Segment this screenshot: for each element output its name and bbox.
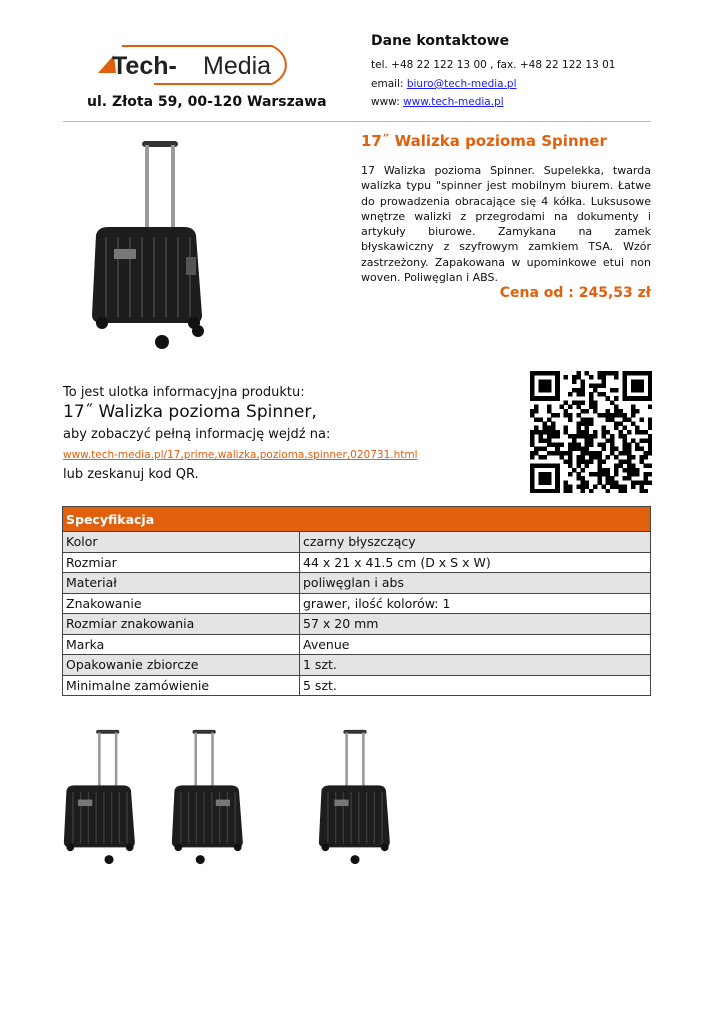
contact-title: Dane kontaktowe — [371, 33, 510, 49]
suitcase-thumbnail — [60, 727, 140, 867]
www-line — [371, 96, 504, 108]
email-label: email: — [371, 78, 407, 90]
flyer-intro: To jest ulotka informacyjna produktu: — [63, 385, 305, 400]
spec-key: Rozmiar — [63, 552, 300, 573]
spec-key: Rozmiar znakowania — [63, 614, 300, 635]
email-link[interactable]: biuro@tech-media.pl — [406, 78, 517, 90]
suitcase-thumbnail — [168, 727, 248, 867]
spec-value: 44 x 21 x 41.5 cm (D x S x W) — [300, 552, 651, 573]
product-description: 17 Walizka pozioma Spinner. Supelekka, twarda walizka typu "spinner jest mobilnym biurem. Łatwe do prowadzenia obracające się 4 kółka. Luksusowe wnętrze walizki z przegrodami na dokumenty i artykuły biurowe. Zamykana na zamek błyskawiczny z szyfrowym zamkiem TSA. Wzór zastrzeżony. Zapakowana w upominkowe etui non woven. Poliwęglan i ABS. — [361, 164, 651, 285]
table-row — [63, 634, 651, 655]
tech-media-logo — [94, 40, 319, 90]
spec-key: Minimalne zamówienie — [63, 675, 300, 696]
table-row — [63, 532, 651, 553]
logo-text-tech: Tech- — [112, 52, 177, 80]
table-row — [63, 552, 651, 573]
suitcase-thumbnail — [315, 727, 395, 867]
www-label: www: — [371, 96, 404, 108]
product-title: 17˝ Walizka pozioma Spinner — [361, 132, 607, 150]
spec-table — [62, 506, 651, 696]
product-url-link[interactable]: www.tech-media.pl/17,prime,walizka,pozioma,spinner,020731.html — [63, 449, 418, 461]
spec-title: Specyfikacja — [63, 507, 651, 532]
table-row — [63, 675, 651, 696]
table-row — [63, 614, 651, 635]
spec-key: Materiał — [63, 573, 300, 594]
suitcase-image — [86, 137, 210, 353]
spec-key: Marka — [63, 634, 300, 655]
company-address: ul. Złota 59, 00-120 Warszawa — [87, 94, 327, 110]
spec-value: Avenue — [300, 634, 651, 655]
spec-key: Opakowanie zbiorcze — [63, 655, 300, 676]
table-row — [63, 655, 651, 676]
www-link[interactable]: www.tech-media.pl — [403, 96, 504, 108]
flyer-product-name: 17˝ Walizka pozioma Spinner, — [63, 402, 317, 422]
product-price: Cena od : 245,53 zł — [499, 285, 651, 301]
spec-key: Kolor — [63, 532, 300, 553]
qr-code — [530, 371, 652, 493]
spec-value: 57 x 20 mm — [300, 614, 651, 635]
spec-value: grawer, ilość kolorów: 1 — [300, 593, 651, 614]
phone-line: tel. +48 22 122 13 00 , fax. +48 22 122 13 01 — [371, 59, 616, 71]
flyer-cta: aby zobaczyć pełną informację wejdź na: — [63, 427, 331, 442]
qr-note: lub zeskanuj kod QR. — [63, 467, 199, 482]
spec-value: 1 szt. — [300, 655, 651, 676]
spec-value: 5 szt. — [300, 675, 651, 696]
spec-value: poliwęglan i abs — [300, 573, 651, 594]
spec-value: czarny błyszczący — [300, 532, 651, 553]
email-line — [371, 78, 517, 90]
table-row — [63, 593, 651, 614]
logo-text-media: Media — [203, 52, 272, 80]
table-row — [63, 573, 651, 594]
spec-key: Znakowanie — [63, 593, 300, 614]
header-divider — [63, 121, 651, 122]
